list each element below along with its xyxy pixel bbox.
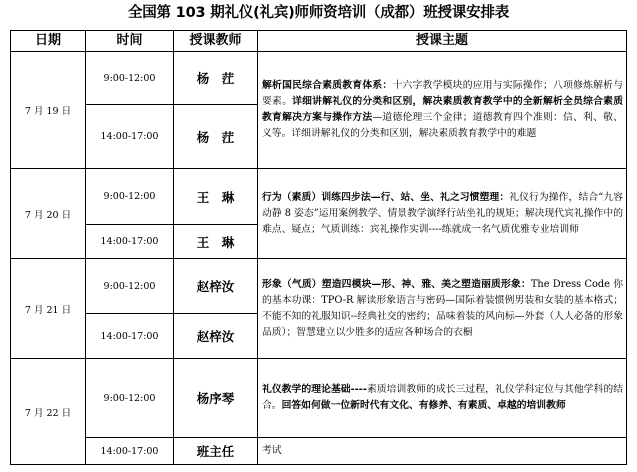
topic-heading: 回答如何做一位新时代有文化、有修养、有素质、卓越的培训教师	[281, 400, 566, 411]
header-topic: 授课主题	[258, 31, 627, 52]
teacher-cell: 杨序琴	[174, 359, 258, 438]
teacher-cell: 赵梓汝	[174, 314, 258, 359]
date-cell: 7 月 22 日	[11, 359, 86, 465]
topic-cell	[258, 52, 627, 169]
date-cell: 7 月 19 日	[11, 52, 86, 169]
time-cell: 14:00-17:00	[86, 225, 174, 259]
time-cell: 9:00-12:00	[86, 359, 174, 438]
topic-text: 礼仪行为操作，结合“九容动静 8 姿态”运用案例教学、情景教学演绎行站坐礼的规矩；解决现代宾礼操作中的难点、疑点；气质训练：宾礼操作实训----练就成一名气质优雅专业培训师	[262, 191, 624, 235]
time-cell: 14:00-17:00	[86, 438, 174, 465]
table-row	[11, 259, 627, 314]
time-cell: 14:00-17:00	[86, 105, 174, 169]
teacher-cell: 赵梓汝	[174, 259, 258, 314]
header-time: 时间	[86, 31, 174, 52]
topic-text: The Dress Code 你的基本功课：TPO-R 解读形象语言与密码—国际着装惯例男装和女装的基本格式；不能不知的礼服知识--经典社交的密约；品味着装的风向标—外套（人人必备的形象品质）；智慧建立以少胜多的适应各种场合的衣橱	[262, 278, 623, 338]
topic-heading: 形象（气质）塑造四模块—形、神、雅、美之塑造丽质形象：	[262, 278, 531, 290]
topic-heading: 详细讲解礼仪的分类和区别，解决素质教育教学中的全新解析全员综合素质教育解决方案与操作方法	[262, 96, 624, 123]
topic-cell	[258, 359, 627, 438]
time-cell: 9:00-12:00	[86, 169, 174, 225]
time-cell: 9:00-12:00	[86, 259, 174, 314]
table-row	[11, 438, 627, 465]
topic-text: 十六字教学模块的应用与实际操作；八项修炼解析与要素。	[262, 80, 624, 107]
time-cell: 14:00-17:00	[86, 314, 174, 359]
topic-heading: 行为（素质）训练四步法—行、站、坐、礼之习惯塑理：	[262, 191, 510, 203]
header-date: 日期	[11, 31, 86, 52]
topic-cell-exam: 考试	[258, 438, 627, 465]
topic-text: —道德伦理三个金律；道德教育四个准则：信、利、敬、义等。详细讲解礼仪的分类和区别，解决素质教育教学中的难题	[262, 112, 624, 139]
topic-heading: 解析国民综合素质教育体系：	[262, 80, 393, 91]
topic-cell	[258, 259, 627, 359]
date-cell: 7 月 20 日	[11, 169, 86, 259]
table-row	[11, 169, 627, 225]
topic-cell	[258, 169, 627, 259]
time-cell: 9:00-12:00	[86, 52, 174, 105]
table-row	[11, 52, 627, 105]
topic-text: 素质培训教师的成长三过程，礼仪学科定位与其他学科的结合。	[262, 384, 624, 411]
teacher-cell: 王 琳	[174, 225, 258, 259]
topic-heading: 礼仪教学的理论基础----	[262, 384, 367, 395]
teacher-cell: 王 琳	[174, 169, 258, 225]
teacher-cell: 杨 茳	[174, 52, 258, 105]
date-cell: 7 月 21 日	[11, 259, 86, 359]
table-row	[11, 359, 627, 438]
teacher-cell: 班主任	[174, 438, 258, 465]
schedule-table	[10, 30, 627, 465]
teacher-cell: 杨 茳	[174, 105, 258, 169]
header-teacher: 授课教师	[174, 31, 258, 52]
table-header-row	[11, 31, 627, 52]
page-title: 全国第 103 期礼仪(礼宾)师师资培训（成都）班授课安排表	[127, 5, 510, 21]
